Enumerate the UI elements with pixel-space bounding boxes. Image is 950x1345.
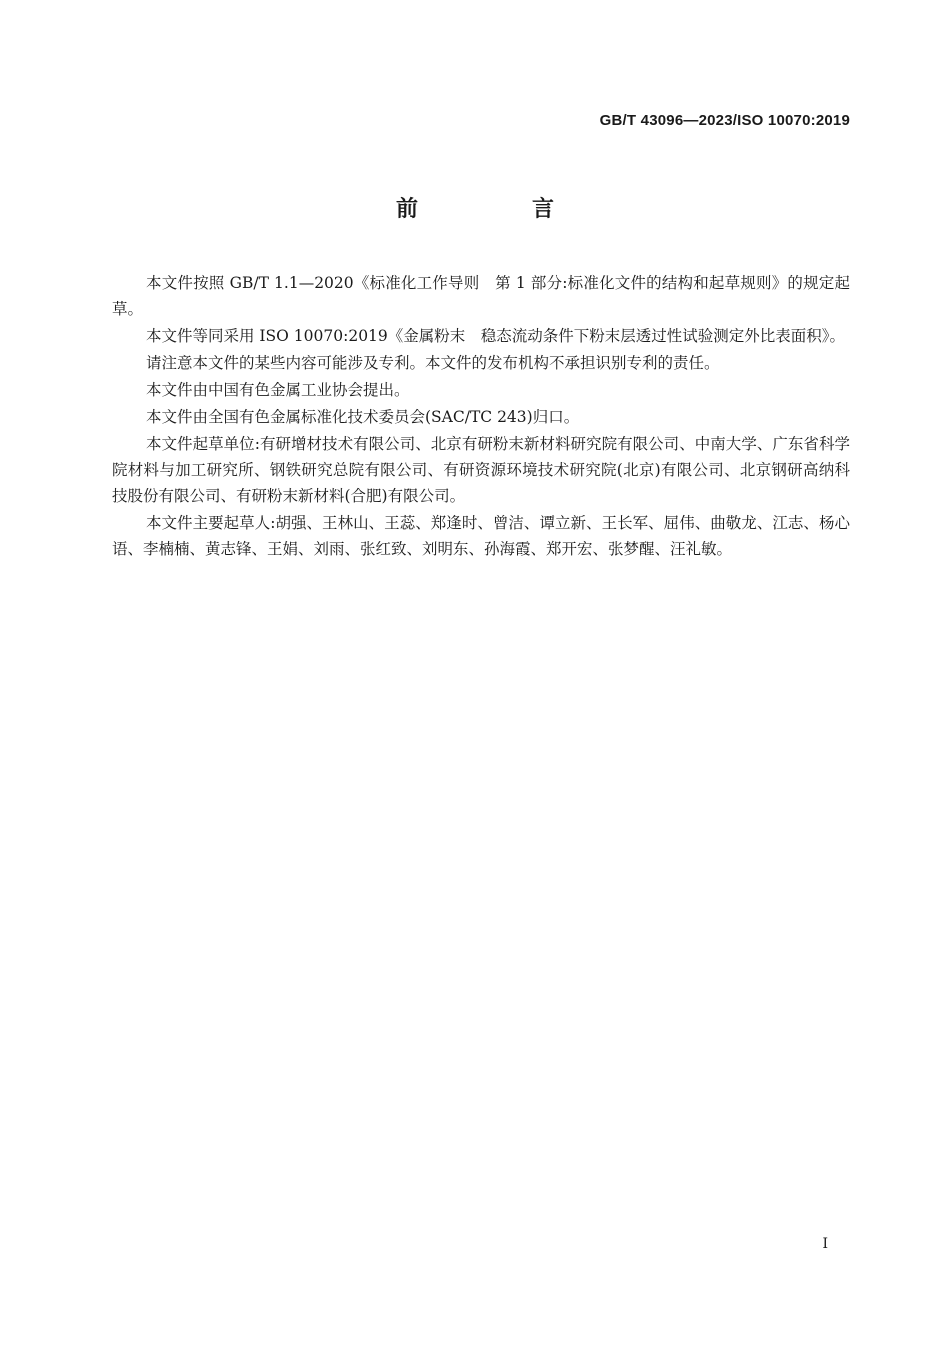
paragraph-drafting-rules: 本文件按照 GB/T 1.1—2020《标准化工作导则 第 1 部分:标准化文件的结构和起草规则》的规定起草。 xyxy=(112,274,850,318)
paragraph-drafting-units: 本文件起草单位:有研增材技术有限公司、北京有研粉末新材料研究院有限公司、中南大学、广东省科学院材料与加工研究所、钢铁研究总院有限公司、有研资源环境技术研究院(北京)有限公司、北京钢研高纳科技股份有限公司、有研粉末新材料(合肥)有限公司。 xyxy=(112,435,850,505)
paragraph-main-drafters: 本文件主要起草人:胡强、王林山、王蕊、郑逢时、曾洁、谭立新、王长军、屈伟、曲敬龙、江志、杨心语、李楠楠、黄志锋、王娟、刘雨、张红致、刘明东、孙海霞、郑开宏、张梦醒、汪礼敏。 xyxy=(112,514,850,558)
page-number: I xyxy=(822,1236,828,1252)
standard-code: GB/T 43096—2023/ISO 10070:2019 xyxy=(599,112,850,129)
page-title: 前 言 xyxy=(395,197,600,222)
paragraph-iso-adoption: 本文件等同采用 ISO 10070:2019《金属粉末 稳态流动条件下粉末层透过性试验测定外比表面积》。 xyxy=(146,327,846,345)
paragraph-patent-notice: 请注意本文件的某些内容可能涉及专利。本文件的发布机构不承担识别专利的责任。 xyxy=(146,354,720,372)
paragraph-technical-committee: 本文件由全国有色金属标准化技术委员会(SAC/TC 243)归口。 xyxy=(146,408,580,426)
foreword-body xyxy=(112,270,850,563)
paragraph-proposer: 本文件由中国有色金属工业协会提出。 xyxy=(146,381,410,399)
